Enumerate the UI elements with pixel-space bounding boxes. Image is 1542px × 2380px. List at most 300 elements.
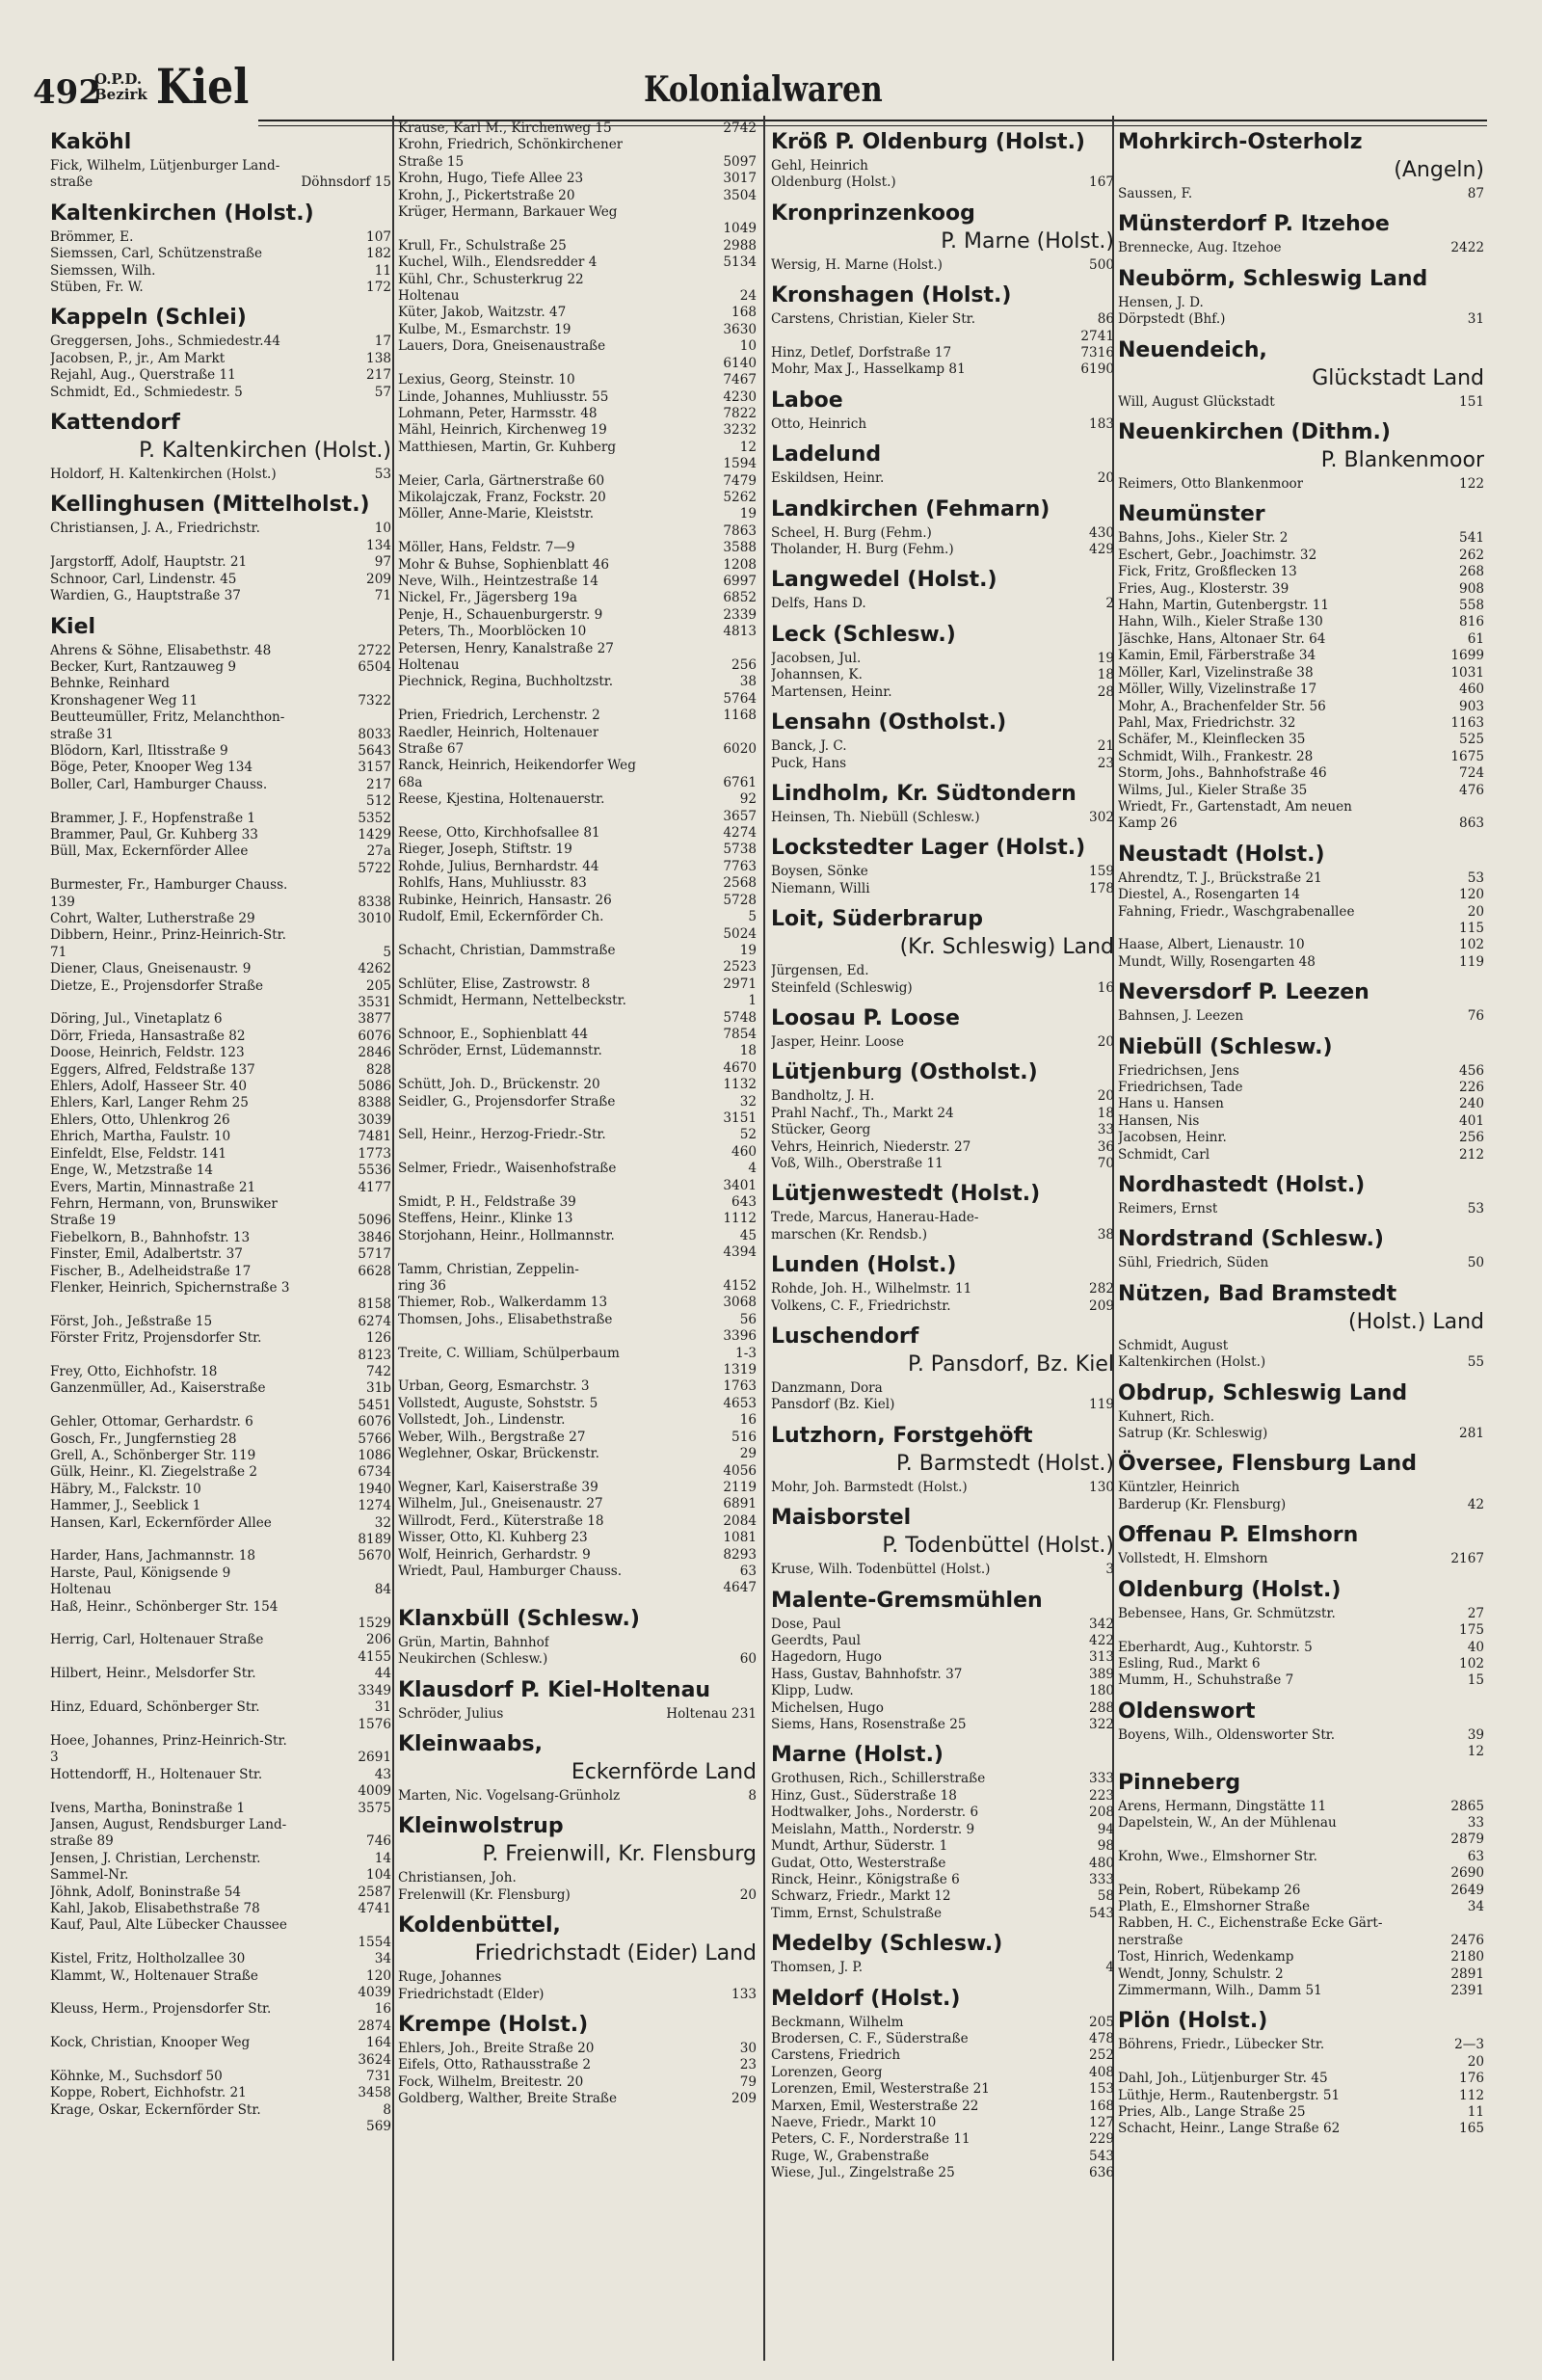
- directory-entry: [398, 1446, 757, 1462]
- entry-name: Jargstorff, Adolf, Hauptstr. 21: [50, 554, 248, 571]
- entry-name: Siemssen, Wilh.: [50, 262, 156, 279]
- entry-phone: 209: [366, 571, 391, 587]
- directory-entry: [50, 351, 391, 367]
- entry-phone: 288: [1089, 1699, 1114, 1716]
- town-heading: Kronprinzenkoog: [771, 201, 975, 226]
- entry-name: Sammel-Nr.: [50, 1867, 129, 1884]
- town-heading: Nützen, Bad Bramstedt: [1118, 1281, 1397, 1306]
- entry-name: Mohr, A., Brachenfelder Str. 56: [1118, 698, 1326, 714]
- town-heading: Ladelund: [771, 442, 882, 468]
- entry-phone: 24: [739, 288, 757, 305]
- entry-phone: 31: [1467, 311, 1484, 328]
- directory-entry: [398, 1412, 757, 1429]
- town-heading: Mohrkirch-Osterholz: [1118, 130, 1363, 154]
- directory-entry: [771, 1888, 1114, 1905]
- directory-entry: [1118, 476, 1484, 493]
- directory-entry: [771, 667, 1114, 683]
- directory-entry: [1118, 1672, 1484, 1689]
- entry-name: Ruge, Johannes: [398, 1969, 502, 1986]
- directory-entry: [1118, 937, 1484, 953]
- entry-name: Becker, Kurt, Rantzauweg 9: [50, 658, 237, 675]
- directory-entry: [398, 1396, 757, 1412]
- entry-phone: 57: [374, 384, 391, 400]
- directory-entry: [398, 2091, 757, 2107]
- entry-phone: 2568: [723, 875, 757, 892]
- directory-entry: [398, 440, 757, 456]
- directory-entry: [50, 2102, 391, 2119]
- entry-name: Kulbe, M., Esmarchstr. 19: [398, 321, 572, 337]
- directory-entry: [398, 238, 757, 254]
- entry-phone: 61: [1467, 630, 1484, 647]
- entry-phone: 53: [374, 467, 391, 483]
- directory-entry: [398, 1969, 757, 1986]
- directory-entry: [50, 1951, 391, 1967]
- directory-entry: [771, 1156, 1114, 1172]
- entry-name: Martensen, Heinr.: [771, 683, 892, 700]
- entry-phone: 119: [1089, 1397, 1114, 1413]
- entry-name: Raedler, Heinrich, Holtenauer: [398, 724, 599, 740]
- entry-phone: 18: [1097, 667, 1114, 683]
- entry-phone: 3657: [723, 808, 757, 824]
- directory-entry: [50, 1180, 391, 1196]
- directory-entry: [50, 1498, 391, 1514]
- entry-name: [398, 1144, 726, 1161]
- directory-entry: [50, 2001, 391, 2018]
- town-heading: Kappeln (Schlei): [50, 306, 247, 331]
- column-1: [50, 120, 391, 2366]
- entry-name: [398, 809, 717, 825]
- entry-name: Vollstedt, Joh., Lindenstr.: [398, 1412, 566, 1429]
- entry-name: Fahning, Friedr., Waschgrabenallee: [1118, 903, 1355, 920]
- entry-name: Eberhardt, Aug., Kuhtorstr. 5: [1118, 1639, 1313, 1655]
- entry-phone: 44: [374, 1666, 391, 1682]
- directory-entry: [771, 1700, 1114, 1717]
- entry-name: Christiansen, Joh.: [398, 1870, 517, 1886]
- directory-entry: [771, 1633, 1114, 1649]
- entry-name: Diestel, A., Rosengarten 14: [1118, 887, 1300, 903]
- directory-entry: [50, 1750, 391, 1766]
- entry-phone: 828: [366, 1061, 391, 1078]
- entry-name: Straße 67: [398, 741, 465, 758]
- directory-entry: [771, 2015, 1114, 2031]
- entry-phone: 5717: [358, 1246, 391, 1263]
- directory-entry: [1118, 1480, 1484, 1496]
- entry-name: Rabben, H. C., Eichenstraße Ecke Gärt-: [1118, 1915, 1383, 1932]
- entry-phone: 3017: [723, 171, 757, 187]
- entry-phone: 4039: [358, 1985, 391, 2000]
- entry-name: Friedrichstadt (Elder): [398, 1986, 545, 2002]
- entry-phone: 87: [1467, 186, 1484, 201]
- entry-name: Marten, Nic. Vogelsang-Grünholz: [398, 1787, 621, 1804]
- directory-entry: [398, 893, 757, 909]
- entry-phone: 167: [1089, 174, 1114, 191]
- town-heading: Niebüll (Schlesw.): [1118, 1034, 1333, 1059]
- entry-name: Seidler, G., Projensdorfer Straße: [398, 1093, 616, 1110]
- directory-entry: [398, 1194, 757, 1211]
- entry-name: Harste, Paul, Königsende 9: [50, 1564, 231, 1581]
- town-heading: Laboe: [771, 388, 843, 413]
- entry-phone: 1429: [358, 826, 391, 842]
- directory-entry: [398, 641, 757, 657]
- district-label: [94, 71, 147, 102]
- entry-phone: 5738: [723, 842, 757, 858]
- entry-name: Lauers, Dora, Gneisenaustraße: [398, 338, 606, 355]
- directory-entry: [1118, 295, 1484, 311]
- entry-name: Harder, Hans, Jachmannstr. 18: [50, 1548, 255, 1564]
- directory-entry: [1118, 783, 1484, 799]
- entry-phone: 27a: [366, 843, 391, 860]
- entry-phone: 20: [1097, 1033, 1114, 1050]
- entry-name: Dietze, E., Projensdorfer Straße: [50, 977, 264, 994]
- entry-phone: 1081: [723, 1530, 757, 1546]
- directory-entry: [50, 1968, 391, 1985]
- entry-phone: 460: [1459, 682, 1484, 698]
- entry-name: Schmidt, Wilh., Frankestr. 28: [1118, 748, 1314, 764]
- entry-phone: 20: [1097, 1088, 1114, 1105]
- entry-phone: 1675: [1450, 748, 1484, 764]
- entry-phone: 256: [1459, 1130, 1484, 1146]
- entry-phone: 2865: [1450, 1798, 1484, 1814]
- entry-phone: 3575: [358, 1800, 391, 1816]
- entry-name: Behnke, Reinhard: [50, 676, 170, 692]
- entry-phone: 2971: [723, 976, 757, 992]
- entry-phone: 3010: [358, 911, 391, 926]
- directory-entry: [50, 1314, 391, 1330]
- entry-name: Puck, Hans: [771, 755, 847, 771]
- town-subheading: P. Blankenmoor: [1320, 448, 1484, 473]
- entry-phone: 20: [1467, 903, 1484, 920]
- entry-name: Krage, Oskar, Eckernförder Str.: [50, 2101, 261, 2118]
- entry-name: Möller, Karl, Vizelinstraße 38: [1118, 664, 1314, 681]
- entry-phone: 8189: [358, 1532, 391, 1548]
- entry-phone: 2879: [1450, 1832, 1484, 1848]
- entry-phone: 1049: [723, 221, 757, 237]
- directory-entry: [50, 1095, 391, 1111]
- directory-entry: [398, 154, 757, 171]
- directory-entry: [50, 760, 391, 776]
- entry-name: Tamm, Christian, Zeppelin-: [398, 1261, 579, 1277]
- entry-phone: 19: [1097, 650, 1114, 666]
- entry-name: Klipp, Ludw.: [771, 1683, 854, 1699]
- entry-name: [50, 1616, 352, 1632]
- entry-phone: 3630: [723, 321, 757, 337]
- entry-name: Christiansen, J. A., Friedrichstr.: [50, 521, 260, 537]
- directory-entry: [1118, 1551, 1484, 1567]
- directory-entry: [50, 777, 391, 793]
- directory-entry: [771, 738, 1114, 755]
- directory-entry: [50, 385, 391, 401]
- entry-name: Hans u. Hansen: [1118, 1096, 1224, 1112]
- directory-entry: [398, 1244, 757, 1261]
- directory-entry: [50, 1649, 391, 1666]
- directory-entry: [50, 280, 391, 296]
- entry-name: Ehlers, Adolf, Hasseer Str. 40: [50, 1079, 247, 1095]
- entry-phone: 16: [374, 2001, 391, 2018]
- entry-phone: 183: [1089, 415, 1114, 432]
- entry-phone: 569: [366, 2119, 391, 2135]
- directory-entry: [398, 1463, 757, 1480]
- directory-entry: [50, 554, 391, 571]
- entry-name: Delfs, Hans D.: [771, 596, 866, 612]
- entry-name: Frey, Otto, Eichhofstr. 18: [50, 1363, 218, 1379]
- entry-name: [50, 1297, 352, 1313]
- entry-phone: 5451: [358, 1397, 391, 1413]
- entry-name: Küter, Jakob, Waitzstr. 47: [398, 305, 567, 321]
- entry-name: Möller, Anne-Marie, Kleiststr.: [398, 506, 595, 522]
- entry-phone: 3: [1105, 1562, 1114, 1578]
- directory-entry: [50, 2035, 391, 2051]
- entry-phone: 2167: [1450, 1551, 1484, 1567]
- entry-phone: 34: [374, 1951, 391, 1967]
- directory-entry: [398, 389, 757, 406]
- entry-phone: 1699: [1450, 648, 1484, 664]
- bezirk-label: Bezirk: [94, 86, 147, 103]
- directory-entry: [1118, 1933, 1484, 1949]
- entry-name: Mähl, Heinrich, Kirchenweg 19: [398, 422, 607, 439]
- entry-phone: 480: [1089, 1855, 1114, 1871]
- directory-entry: [50, 1565, 391, 1582]
- entry-phone: 30: [739, 2041, 757, 2056]
- entry-name: Tholander, H. Burg (Fehm.): [771, 542, 954, 558]
- entry-phone: 20: [739, 1886, 757, 1903]
- directory-entry: [398, 1706, 757, 1723]
- directory-entry: [398, 775, 757, 791]
- directory-entry: [1118, 904, 1484, 921]
- directory-entry: [50, 1297, 391, 1313]
- entry-phone: 60: [739, 1651, 757, 1668]
- directory-entry: [398, 338, 757, 355]
- entry-phone: 8: [748, 1787, 757, 1804]
- entry-name: Weglehner, Oskar, Brückenstr.: [398, 1446, 599, 1462]
- town-heading: Koldenbüttel,: [398, 1913, 561, 1939]
- entry-name: 139: [50, 894, 75, 910]
- city-title: Kiel: [156, 58, 250, 115]
- entry-name: Hinz, Eduard, Schönberger Str.: [50, 1699, 260, 1716]
- entry-name: Mohr, Joh. Barmstedt (Holst.): [771, 1479, 968, 1495]
- entry-phone: 134: [366, 537, 391, 553]
- entry-name: [1118, 1744, 1462, 1760]
- page-header: [27, 60, 1487, 116]
- town-heading: Neustadt (Holst.): [1118, 842, 1325, 867]
- entry-name: Siemssen, Carl, Schützenstraße: [50, 246, 263, 262]
- directory-entry: [398, 1211, 757, 1227]
- entry-name: Hass, Gustav, Bahnhofstr. 37: [771, 1666, 963, 1682]
- entry-name: Rohde, Joh. H., Wilhelmstr. 11: [771, 1281, 972, 1297]
- entry-name: Lüthje, Herm., Rautenbergstr. 51: [1118, 2087, 1341, 2103]
- entry-phone: 8033: [358, 726, 391, 742]
- directory-entry: [50, 1414, 391, 1431]
- entry-phone: 3039: [358, 1111, 391, 1128]
- entry-phone: 5134: [723, 254, 757, 271]
- directory-entry: [50, 1817, 391, 1833]
- entry-phone: 42: [1467, 1496, 1484, 1512]
- entry-phone: 8388: [358, 1095, 391, 1111]
- entry-name: [398, 1060, 717, 1077]
- directory-entry: [398, 171, 757, 187]
- directory-entry: [398, 590, 757, 606]
- entry-name: Gehl, Heinrich: [771, 158, 868, 174]
- directory-entry: [50, 1029, 391, 1045]
- town-heading: Oldenswort: [1118, 1698, 1256, 1724]
- directory-entry: [1118, 1338, 1484, 1354]
- town-heading: Kaltenkirchen (Holst.): [50, 201, 314, 226]
- entry-phone: 302: [1089, 809, 1114, 825]
- entry-phone: 2476: [1450, 1932, 1484, 1948]
- entry-name: Selmer, Friedr., Waisenhofstraße: [398, 1161, 617, 1177]
- entry-phone: 543: [1089, 1905, 1114, 1921]
- entry-phone: 5643: [358, 742, 391, 759]
- directory-entry: [50, 1733, 391, 1750]
- entry-name: Trede, Marcus, Hanerau-Hade-: [771, 1210, 979, 1226]
- entry-phone: 4: [1105, 1960, 1114, 1976]
- directory-entry: [50, 2052, 391, 2069]
- entry-name: Ehlers, Joh., Breite Straße 20: [398, 2041, 595, 2056]
- entry-phone: 5262: [723, 489, 757, 505]
- entry-phone: 1576: [358, 1716, 391, 1732]
- entry-name: [50, 1717, 352, 1733]
- directory-entry: [398, 1094, 757, 1110]
- entry-phone: 1031: [1450, 664, 1484, 681]
- entry-name: Jacobsen, Heinr.: [1118, 1130, 1227, 1146]
- entry-phone: 525: [1459, 732, 1484, 748]
- entry-name: marschen (Kr. Rendsb.): [771, 1226, 928, 1243]
- entry-phone: 541: [1459, 530, 1484, 547]
- town-heading: Luschendorf: [771, 1324, 919, 1349]
- directory-entry: [398, 607, 757, 624]
- directory-entry: [771, 361, 1114, 378]
- directory-entry: [771, 2081, 1114, 2098]
- entry-name: Ahrendtz, T. J., Brückstraße 21: [1118, 869, 1322, 886]
- entry-name: Krohn, Friedrich, Schönkirchener: [398, 137, 624, 153]
- entry-name: Rohlfs, Hans, Muhliusstr. 83: [398, 875, 587, 892]
- directory-entry: [1118, 1656, 1484, 1672]
- entry-phone: 430: [1089, 524, 1114, 541]
- entry-phone: 98: [1097, 1838, 1114, 1855]
- directory-entry: [1118, 1815, 1484, 1832]
- directory-entry: [50, 2019, 391, 2035]
- entry-phone: 256: [731, 657, 757, 673]
- entry-name: Ranck, Heinrich, Heikendorfer Weg: [398, 758, 636, 774]
- entry-name: Herrig, Carl, Holtenauer Straße: [50, 1632, 264, 1648]
- entry-name: [50, 1783, 352, 1800]
- entry-name: Krull, Fr., Schulstraße 25: [398, 237, 567, 254]
- directory-entry: [50, 334, 391, 350]
- entry-phone: 1319: [723, 1362, 757, 1378]
- entry-phone: 92: [739, 791, 757, 808]
- entry-name: Haß, Heinr., Schönberger Str. 154: [50, 1598, 279, 1615]
- entry-phone: 12: [739, 439, 757, 455]
- entry-name: Ruge, W., Grabenstraße: [771, 2148, 930, 2164]
- town-subheading: Glückstadt Land: [1312, 365, 1484, 390]
- entry-phone: 2587: [358, 1884, 391, 1900]
- entry-phone: 1168: [723, 708, 757, 724]
- entry-phone: 31b: [366, 1380, 391, 1397]
- entry-name: Urban, Georg, Esmarchstr. 3: [398, 1378, 590, 1395]
- entry-phone: 11: [374, 262, 391, 279]
- directory-entry: [50, 572, 391, 588]
- directory-entry: [771, 329, 1114, 345]
- entry-name: Mohr & Buhse, Sophienblatt 46: [398, 556, 610, 573]
- town-heading: Kattendorf: [50, 411, 180, 436]
- directory-entry: [1118, 699, 1484, 715]
- entry-phone: 3157: [358, 760, 391, 776]
- directory-entry: [1118, 2088, 1484, 2104]
- directory-entry: [398, 422, 757, 439]
- entry-phone: 5748: [723, 1009, 757, 1026]
- entry-name: Tost, Hinrich, Wedenkamp: [1118, 1949, 1294, 1966]
- directory-entry: [1118, 631, 1484, 648]
- entry-name: Bahnsen, J. Leezen: [1118, 1008, 1244, 1025]
- entry-name: Schmidt, Hermann, Nettelbeckstr.: [398, 993, 626, 1009]
- directory-entry: [1118, 1426, 1484, 1442]
- entry-name: Schnoor, Carl, Lindenstr. 45: [50, 571, 237, 587]
- town-subheading: P. Barmstedt (Holst.): [895, 1451, 1114, 1476]
- entry-name: Koppe, Robert, Eichhofstr. 21: [50, 2085, 247, 2101]
- entry-name: Burmester, Fr., Hamburger Chauss.: [50, 877, 288, 894]
- directory-entry: [398, 1278, 757, 1295]
- entry-name: Krause, Karl M., Kirchenweg 15: [398, 120, 612, 136]
- entry-name: Schütt, Joh. D., Brückenstr. 20: [398, 1077, 600, 1093]
- town-heading: Lütjenburg (Ostholst.): [771, 1060, 1038, 1085]
- entry-phone: 6190: [1080, 361, 1114, 378]
- entry-phone: 126: [366, 1330, 391, 1347]
- entry-phone: 63: [739, 1563, 757, 1579]
- entry-phone: 17: [374, 334, 391, 350]
- entry-name: Jasper, Heinr. Loose: [771, 1033, 904, 1050]
- town-heading: Neuendeich,: [1118, 337, 1267, 362]
- directory-entry: [1118, 682, 1484, 698]
- directory-entry: [771, 1088, 1114, 1105]
- directory-entry: [398, 1262, 757, 1278]
- entry-name: straße 31: [50, 726, 114, 742]
- directory-entry: [1118, 1966, 1484, 1983]
- entry-name: Böhrens, Friedr., Lübecker Str.: [1118, 2037, 1325, 2053]
- entry-name: Schäfer, M., Kleinflecken 35: [1118, 732, 1306, 748]
- entry-name: Reimers, Ernst: [1118, 1201, 1218, 1217]
- entry-name: Flenker, Heinrich, Spichernstraße 3: [50, 1279, 290, 1296]
- entry-name: Mohr, Max J., Hasselkamp 81: [771, 361, 966, 378]
- entry-phone: 2690: [1450, 1865, 1484, 1882]
- entry-phone: 863: [1459, 816, 1484, 832]
- directory-entry: [771, 2115, 1114, 2131]
- entry-name: [398, 1178, 717, 1194]
- entry-name: Rieger, Joseph, Stiftstr. 19: [398, 842, 572, 858]
- directory-entry: [1118, 1497, 1484, 1513]
- directory-entry: [771, 542, 1114, 558]
- entry-phone: 282: [1089, 1281, 1114, 1297]
- entry-phone: 636: [1089, 2165, 1114, 2181]
- entry-phone: 130: [1089, 1479, 1114, 1495]
- entry-phone: 1132: [723, 1077, 757, 1093]
- entry-name: Krüger, Hermann, Barkauer Weg: [398, 204, 618, 221]
- directory-entry: [398, 1027, 757, 1043]
- directory-entry: [398, 1043, 757, 1059]
- entry-phone: 176: [1459, 2071, 1484, 2087]
- town-heading: Krempe (Holst.): [398, 2013, 589, 2037]
- entry-phone: 746: [366, 1833, 391, 1850]
- entry-phone: 1112: [723, 1211, 757, 1227]
- directory-entry: [398, 859, 757, 875]
- town-heading: Münsterdorf P. Itzehoe: [1118, 212, 1390, 237]
- entry-name: Jacobsen, Jul.: [771, 650, 862, 666]
- entry-phone: 333: [1089, 1871, 1114, 1887]
- directory-entry: [398, 1430, 757, 1446]
- entry-name: Frelenwill (Kr. Flensburg): [398, 1886, 571, 1903]
- directory-entry: [1118, 921, 1484, 937]
- town-heading: Lockstedter Lager (Holst.): [771, 836, 1086, 861]
- directory-entry: [50, 1448, 391, 1464]
- directory-entry: [1118, 765, 1484, 782]
